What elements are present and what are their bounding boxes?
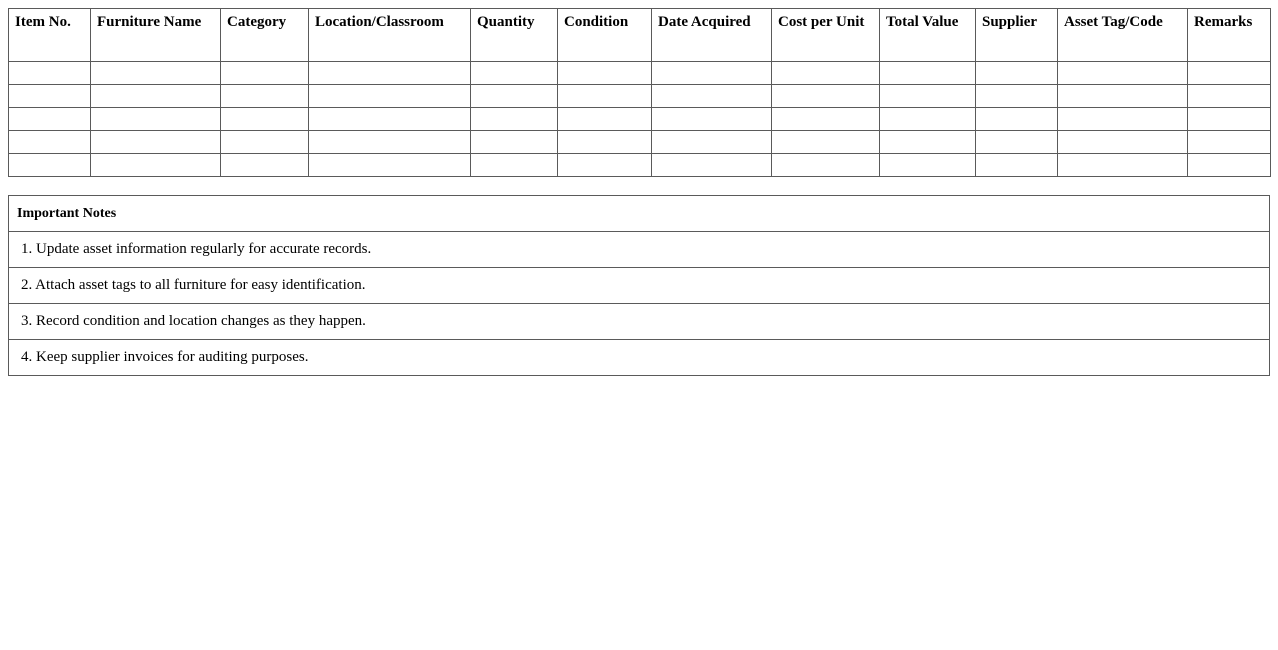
cell-location-classroom[interactable] bbox=[309, 108, 471, 131]
cell-condition[interactable] bbox=[558, 154, 652, 177]
cell-total-value[interactable] bbox=[880, 108, 976, 131]
column-header-furniture-name: Furniture Name bbox=[91, 9, 221, 62]
column-header-supplier: Supplier bbox=[976, 9, 1058, 62]
table-row[interactable] bbox=[9, 62, 1271, 85]
column-header-category: Category bbox=[221, 9, 309, 62]
cell-cost-per-unit[interactable] bbox=[772, 154, 880, 177]
cell-remarks[interactable] bbox=[1188, 131, 1271, 154]
cell-total-value[interactable] bbox=[880, 131, 976, 154]
list-item bbox=[9, 304, 1270, 340]
cell-date-acquired[interactable] bbox=[652, 62, 772, 85]
furniture-inventory-table bbox=[8, 8, 1271, 177]
cell-cost-per-unit[interactable] bbox=[772, 62, 880, 85]
cell-supplier[interactable] bbox=[976, 154, 1058, 177]
cell-condition[interactable] bbox=[558, 108, 652, 131]
cell-quantity[interactable] bbox=[471, 85, 558, 108]
cell-remarks[interactable] bbox=[1188, 62, 1271, 85]
cell-supplier[interactable] bbox=[976, 62, 1058, 85]
important-notes-table bbox=[8, 195, 1270, 376]
cell-furniture-name[interactable] bbox=[91, 131, 221, 154]
cell-total-value[interactable] bbox=[880, 154, 976, 177]
note-item-3: 3. Record condition and location changes as they happen. bbox=[9, 304, 1270, 340]
cell-date-acquired[interactable] bbox=[652, 108, 772, 131]
cell-item-no[interactable] bbox=[9, 154, 91, 177]
cell-remarks[interactable] bbox=[1188, 154, 1271, 177]
cell-category[interactable] bbox=[221, 85, 309, 108]
cell-location-classroom[interactable] bbox=[309, 85, 471, 108]
cell-supplier[interactable] bbox=[976, 131, 1058, 154]
cell-asset-tag-code[interactable] bbox=[1058, 108, 1188, 131]
column-header-location-classroom: Location/Classroom bbox=[309, 9, 471, 62]
cell-quantity[interactable] bbox=[471, 154, 558, 177]
column-header-condition: Condition bbox=[558, 9, 652, 62]
table-row[interactable] bbox=[9, 154, 1271, 177]
cell-item-no[interactable] bbox=[9, 85, 91, 108]
cell-asset-tag-code[interactable] bbox=[1058, 131, 1188, 154]
cell-condition[interactable] bbox=[558, 85, 652, 108]
cell-category[interactable] bbox=[221, 154, 309, 177]
cell-total-value[interactable] bbox=[880, 85, 976, 108]
list-item bbox=[9, 268, 1270, 304]
cell-asset-tag-code[interactable] bbox=[1058, 154, 1188, 177]
cell-item-no[interactable] bbox=[9, 108, 91, 131]
column-header-date-acquired: Date Acquired bbox=[652, 9, 772, 62]
cell-item-no[interactable] bbox=[9, 62, 91, 85]
notes-title-row bbox=[9, 196, 1270, 232]
cell-furniture-name[interactable] bbox=[91, 108, 221, 131]
cell-furniture-name[interactable] bbox=[91, 154, 221, 177]
cell-location-classroom[interactable] bbox=[309, 154, 471, 177]
cell-total-value[interactable] bbox=[880, 62, 976, 85]
cell-supplier[interactable] bbox=[976, 108, 1058, 131]
section-spacer bbox=[8, 177, 1270, 195]
cell-furniture-name[interactable] bbox=[91, 62, 221, 85]
list-item bbox=[9, 232, 1270, 268]
cell-category[interactable] bbox=[221, 62, 309, 85]
notes-title: Important Notes bbox=[9, 196, 1270, 232]
cell-supplier[interactable] bbox=[976, 85, 1058, 108]
cell-date-acquired[interactable] bbox=[652, 131, 772, 154]
table-row[interactable] bbox=[9, 131, 1271, 154]
table-row[interactable] bbox=[9, 85, 1271, 108]
cell-condition[interactable] bbox=[558, 62, 652, 85]
cell-date-acquired[interactable] bbox=[652, 85, 772, 108]
column-header-cost-per-unit: Cost per Unit bbox=[772, 9, 880, 62]
note-item-1: 1. Update asset information regularly for accurate records. bbox=[9, 232, 1270, 268]
column-header-total-value: Total Value bbox=[880, 9, 976, 62]
cell-remarks[interactable] bbox=[1188, 85, 1271, 108]
cell-quantity[interactable] bbox=[471, 62, 558, 85]
cell-category[interactable] bbox=[221, 108, 309, 131]
column-header-item-no: Item No. bbox=[9, 9, 91, 62]
cell-asset-tag-code[interactable] bbox=[1058, 62, 1188, 85]
table-header-row bbox=[9, 9, 1271, 62]
cell-asset-tag-code[interactable] bbox=[1058, 85, 1188, 108]
cell-cost-per-unit[interactable] bbox=[772, 108, 880, 131]
table-row[interactable] bbox=[9, 108, 1271, 131]
cell-quantity[interactable] bbox=[471, 108, 558, 131]
cell-cost-per-unit[interactable] bbox=[772, 131, 880, 154]
cell-condition[interactable] bbox=[558, 131, 652, 154]
cell-item-no[interactable] bbox=[9, 131, 91, 154]
cell-cost-per-unit[interactable] bbox=[772, 85, 880, 108]
cell-location-classroom[interactable] bbox=[309, 62, 471, 85]
list-item bbox=[9, 340, 1270, 376]
note-item-4: 4. Keep supplier invoices for auditing purposes. bbox=[9, 340, 1270, 376]
cell-quantity[interactable] bbox=[471, 131, 558, 154]
cell-date-acquired[interactable] bbox=[652, 154, 772, 177]
column-header-remarks: Remarks bbox=[1188, 9, 1271, 62]
column-header-asset-tag-code: Asset Tag/Code bbox=[1058, 9, 1188, 62]
cell-remarks[interactable] bbox=[1188, 108, 1271, 131]
column-header-quantity: Quantity bbox=[471, 9, 558, 62]
note-item-2: 2. Attach asset tags to all furniture for easy identification. bbox=[9, 268, 1270, 304]
cell-furniture-name[interactable] bbox=[91, 85, 221, 108]
cell-location-classroom[interactable] bbox=[309, 131, 471, 154]
cell-category[interactable] bbox=[221, 131, 309, 154]
